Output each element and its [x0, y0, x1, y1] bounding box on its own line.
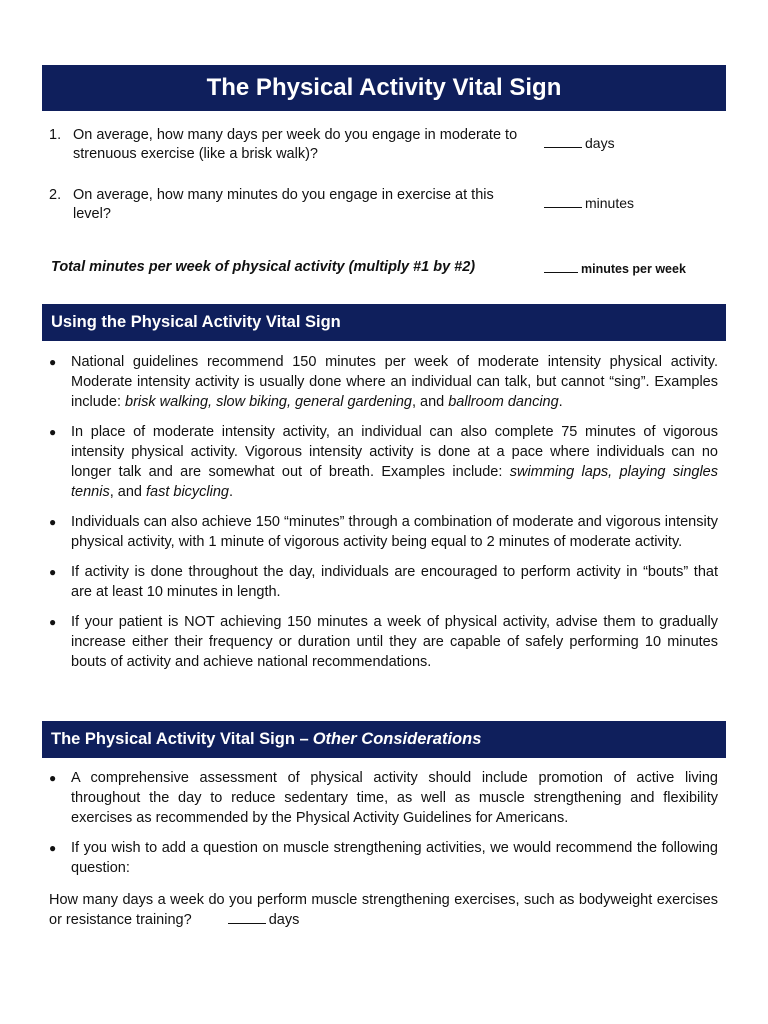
answer-days[interactable]: [544, 135, 615, 151]
section-heading-italic: Other Considerations: [312, 730, 482, 748]
bullet-text: , and: [109, 484, 146, 500]
answer-total[interactable]: [544, 260, 686, 276]
bullet-text: .: [229, 484, 234, 500]
section-heading-text: The Physical Activity Vital Sign –: [51, 730, 309, 748]
total-minutes-label: Total minutes per week of physical activity (multiply #1 by #2): [51, 259, 476, 275]
bullet-text: A comprehensive assessment of physical activity should include promotion of active living throughout the day to reduce sedentary time, as well as muscle strengthening and flexibility exercises as recommended by the Physical Activity Guidelines for Americans.: [71, 770, 718, 826]
list-item: [49, 352, 718, 412]
bullet-icon: ●: [49, 565, 57, 579]
bullet-icon: ●: [49, 425, 57, 439]
bullet-examples: brisk walking, slow biking, general gardening: [125, 394, 412, 410]
answer-days-strength[interactable]: [228, 912, 300, 928]
section-heading-using: [42, 304, 726, 341]
bullet-icon: ●: [49, 355, 57, 369]
question-1: [49, 126, 529, 164]
list-item: [49, 512, 718, 552]
bullet-text: Individuals can also achieve 150 “minutes” through a combination of moderate and vigorous intensity physical activity, with 1 minute of vigorous activity being equal to 2 minutes of moderate activity.: [71, 514, 718, 550]
answer-blank[interactable]: [544, 135, 582, 148]
strength-question-text: How many days a week do you perform muscle strengthening exercises, such as bodyweight exercises or resistance training?: [49, 892, 718, 928]
list-item: [49, 838, 718, 878]
bullet-list-using: [49, 352, 718, 682]
question-text: On average, how many minutes do you engage in exercise at this level?: [73, 187, 494, 222]
bullet-icon: ●: [49, 841, 57, 855]
bullet-examples: ballroom dancing: [448, 394, 559, 410]
bullet-text: National guidelines recommend 150 minutes per week of moderate intensity physical activity. Moderate intensity activity is usually done where an individual can talk, but cannot “sing”. Examples include:: [71, 354, 718, 410]
bullet-text: If you wish to add a question on muscle strengthening activities, we would recommend the following question:: [71, 840, 718, 876]
strength-question: [49, 890, 718, 930]
answer-unit: minutes: [585, 195, 635, 211]
page-title: [42, 65, 726, 111]
question-2: [49, 186, 529, 224]
question-number: 2.: [49, 187, 62, 203]
bullet-text: .: [558, 394, 563, 410]
bullet-examples: fast bicycling: [145, 484, 229, 500]
bullet-text: If your patient is NOT achieving 150 minutes a week of physical activity, advise them to gradually increase either their frequency or duration until they are capable of safely performing 10 minutes bouts of activity and achieve national recommendations.: [71, 614, 718, 670]
bullet-list-other: [49, 768, 718, 888]
bullet-icon: ●: [49, 615, 57, 629]
bullet-icon: ●: [49, 515, 57, 529]
section-heading-other: [42, 721, 726, 758]
bullet-text: In place of moderate intensity activity, an individual can also complete 75 minutes of vigorous intensity physical activity. Vigorous intensity activity is done at a pace where individuals can no longer talk and are somewhat out of breath. Examples include:: [71, 424, 718, 480]
list-item: [49, 768, 718, 828]
question-text: On average, how many days per week do you engage in moderate to strenuous exercise (like a brisk walk)?: [73, 127, 518, 162]
section-heading-text: Using the Physical Activity Vital Sign: [51, 313, 341, 331]
list-item: [49, 562, 718, 602]
answer-unit: days: [585, 135, 615, 151]
answer-blank[interactable]: [544, 195, 582, 208]
answer-blank[interactable]: [544, 260, 578, 273]
bullet-text: If activity is done throughout the day, individuals are encouraged to perform activity in “bouts” that are at least 10 minutes in length.: [71, 564, 718, 600]
bullet-icon: ●: [49, 771, 57, 785]
list-item: [49, 422, 718, 502]
bullet-text: , and: [411, 394, 449, 410]
question-number: 1.: [49, 127, 62, 143]
bullet-examples: swimming laps, playing singles tennis: [71, 464, 718, 500]
answer-blank[interactable]: [228, 911, 266, 924]
answer-unit: minutes per week: [581, 262, 686, 276]
answer-minutes[interactable]: [544, 195, 634, 211]
list-item: [49, 612, 718, 672]
page-title-text: The Physical Activity Vital Sign: [206, 74, 562, 101]
answer-unit: days: [268, 912, 300, 928]
